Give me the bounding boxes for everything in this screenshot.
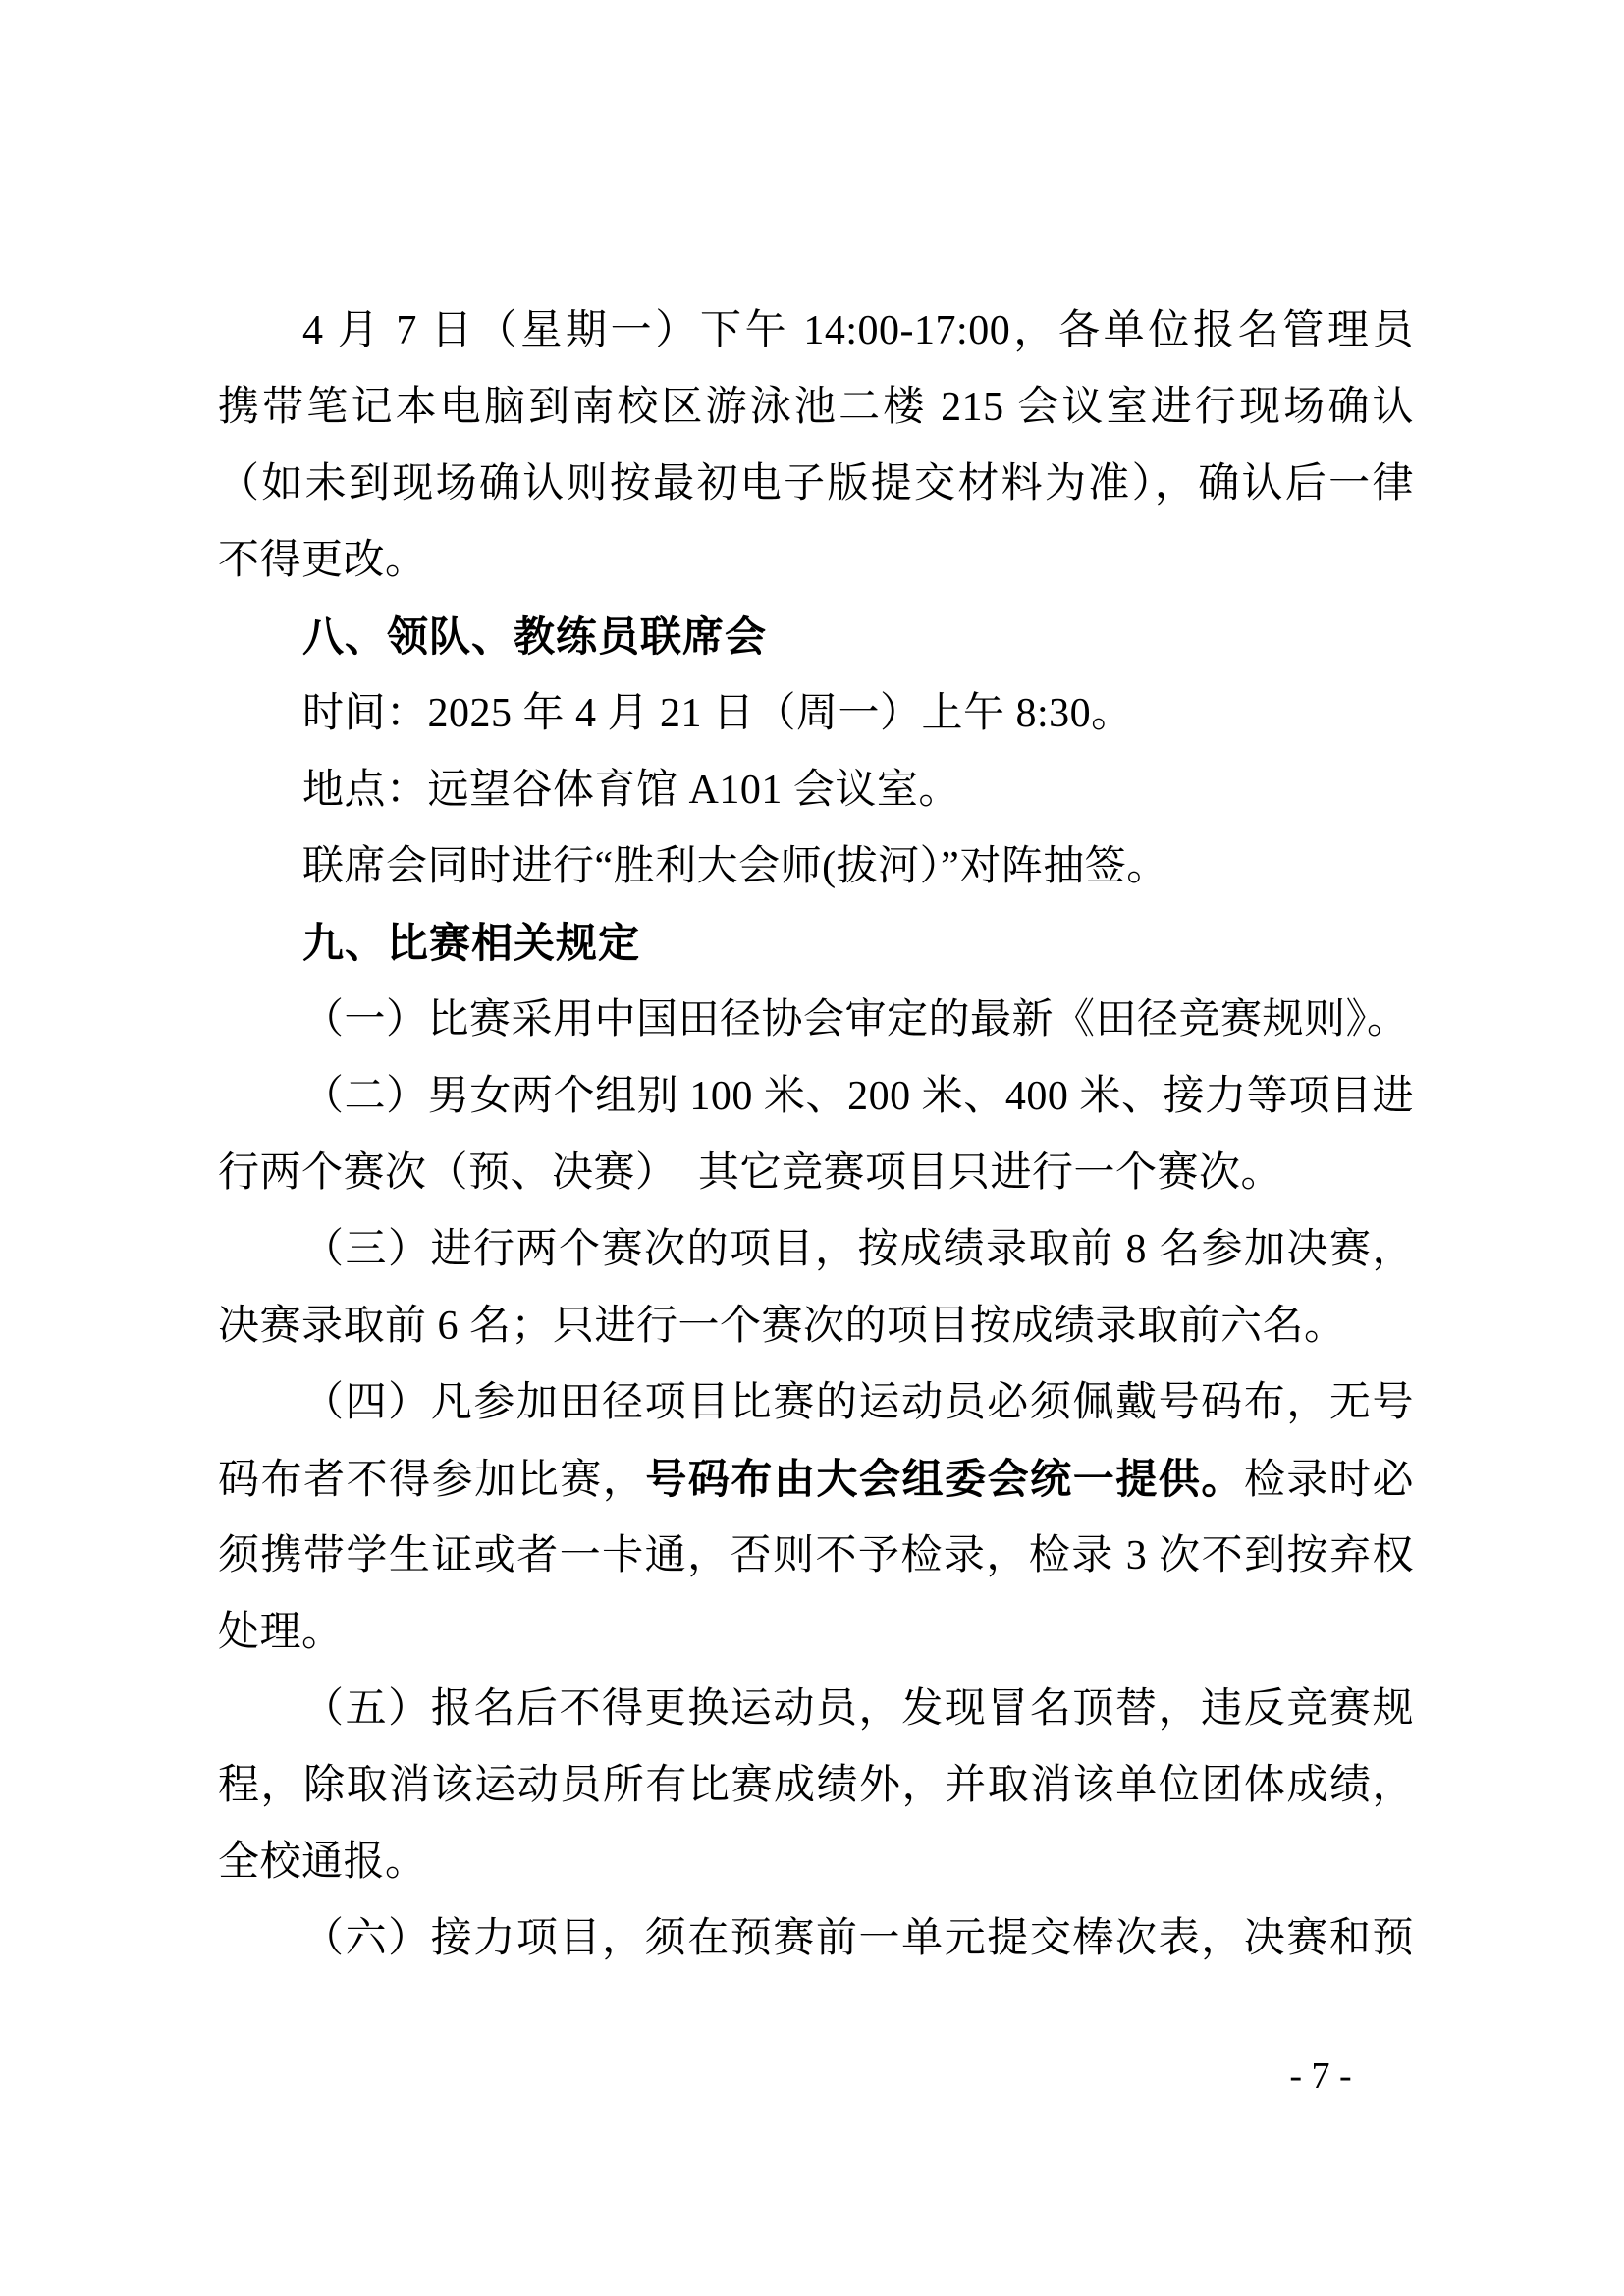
text-run: （四）凡参加田径项目比赛的运动员必须佩戴号码布，无号 bbox=[302, 1380, 1414, 1425]
text-run: 全校通报。 bbox=[218, 1840, 427, 1885]
text-run: 不得更改。 bbox=[218, 538, 427, 583]
text-run: （一）比赛采用中国田径协会审定的最新《田径竞赛规则》。 bbox=[302, 997, 1409, 1042]
text-run: 4 月 7 日（星期一）下午 14:00-17:00，各单位报名管理员 bbox=[302, 308, 1414, 353]
text-line bbox=[218, 1900, 1414, 1977]
text-run: 地点：远望谷体育馆 A101 会议室。 bbox=[302, 768, 960, 813]
page-number: - 7 - bbox=[1289, 2056, 1352, 2097]
text-run: 码布者不得参加比赛， bbox=[218, 1458, 646, 1503]
text-run: （二）男女两个组别 100 米、200 米、400 米、接力等项目进 bbox=[302, 1074, 1414, 1119]
text-line bbox=[218, 1135, 1414, 1211]
text-run: （三）进行两个赛次的项目，按成绩录取前 8 名参加决赛， bbox=[302, 1227, 1414, 1272]
text-line bbox=[218, 1441, 1414, 1518]
text-run: 检录时必 bbox=[1243, 1458, 1414, 1503]
text-line bbox=[218, 828, 1414, 905]
bold-text-run: 号码布由大会组委会统一提供。 bbox=[645, 1456, 1244, 1502]
document-body bbox=[218, 293, 1414, 1977]
text-line bbox=[218, 522, 1414, 599]
text-line bbox=[218, 1671, 1414, 1747]
text-line bbox=[218, 675, 1414, 752]
text-run: 时间：2025 年 4 月 21 日（周一）上午 8:30。 bbox=[302, 691, 1133, 736]
text-run: （如未到现场确认则按最初电子版提交材料为准），确认后一律 bbox=[218, 461, 1414, 507]
text-line bbox=[218, 1288, 1414, 1364]
text-line bbox=[218, 982, 1414, 1058]
text-line bbox=[218, 1824, 1414, 1900]
text-run: （五）报名后不得更换运动员，发现冒名顶替，违反竞赛规 bbox=[302, 1686, 1414, 1732]
text-run: 行两个赛次（预、决赛） 其它竞赛项目只进行一个赛次。 bbox=[218, 1150, 1283, 1196]
text-line bbox=[218, 1518, 1414, 1594]
text-run: 决赛录取前 6 名；只进行一个赛次的项目按成绩录取前六名。 bbox=[218, 1304, 1346, 1349]
text-run: 须携带学生证或者一卡通，否则不予检录，检录 3 次不到按弃权 bbox=[218, 1533, 1414, 1578]
text-line bbox=[218, 1211, 1414, 1288]
text-line bbox=[218, 1747, 1414, 1824]
text-line bbox=[218, 446, 1414, 522]
section-heading bbox=[218, 599, 1414, 675]
text-run: 八、领队、教练员联席会 bbox=[302, 614, 768, 660]
text-run: 程，除取消该运动员所有比赛成绩外，并取消该单位团体成绩， bbox=[218, 1763, 1414, 1808]
text-run: 九、比赛相关规定 bbox=[302, 920, 641, 966]
text-line bbox=[218, 1594, 1414, 1671]
text-run: 处理。 bbox=[218, 1610, 344, 1655]
section-heading bbox=[218, 905, 1414, 982]
text-run: 携带笔记本电脑到南校区游泳池二楼 215 会议室进行现场确认 bbox=[218, 385, 1414, 430]
text-line bbox=[218, 293, 1414, 369]
text-line bbox=[218, 369, 1414, 446]
text-line bbox=[218, 752, 1414, 828]
text-line bbox=[218, 1058, 1414, 1135]
text-run: （六）接力项目，须在预赛前一单元提交棒次表，决赛和预 bbox=[302, 1916, 1414, 1961]
text-run: 联席会同时进行“胜利大会师(拔河）”对阵抽签。 bbox=[302, 844, 1168, 889]
text-line bbox=[218, 1364, 1414, 1441]
